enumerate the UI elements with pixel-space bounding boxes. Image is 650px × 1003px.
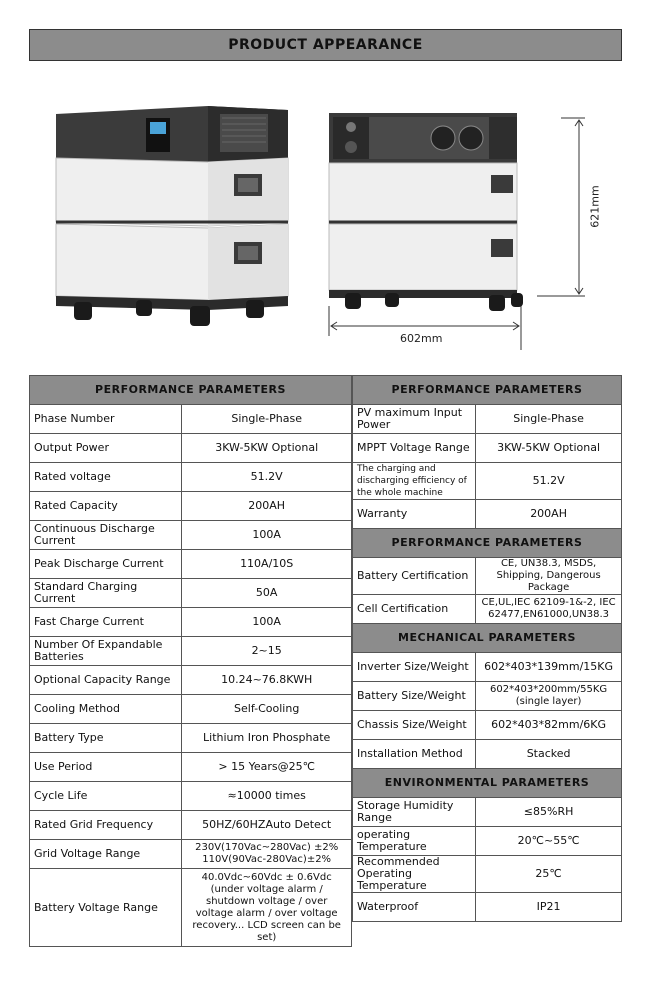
row-label: Battery Size/Weight bbox=[353, 682, 476, 711]
row-label: Battery Certification bbox=[353, 558, 476, 595]
row-label: Inverter Size/Weight bbox=[353, 653, 476, 682]
row-value: Single-Phase bbox=[182, 405, 352, 434]
row-value: 100A bbox=[182, 608, 352, 637]
table-row bbox=[353, 405, 622, 434]
table-row bbox=[353, 682, 622, 711]
product-front-image bbox=[50, 100, 300, 332]
row-value: ≤85%RH bbox=[476, 798, 622, 827]
row-label: Cycle Life bbox=[30, 782, 182, 811]
row-label: Installation Method bbox=[353, 740, 476, 769]
table-header: ENVIRONMENTAL PARAMETERS bbox=[353, 769, 622, 798]
row-label: Number Of Expandable Batteries bbox=[30, 637, 182, 666]
table-row bbox=[30, 782, 352, 811]
row-value: > 15 Years@25℃ bbox=[182, 753, 352, 782]
table-row bbox=[353, 500, 622, 529]
row-label: Warranty bbox=[353, 500, 476, 529]
row-value: 3KW-5KW Optional bbox=[182, 434, 352, 463]
row-value: 602*403*82mm/6KG bbox=[476, 711, 622, 740]
row-value: 110A/10S bbox=[182, 550, 352, 579]
row-label: Rated Capacity bbox=[30, 492, 182, 521]
row-label: Cooling Method bbox=[30, 695, 182, 724]
row-label: Standard Charging Current bbox=[30, 579, 182, 608]
row-label: Peak Discharge Current bbox=[30, 550, 182, 579]
row-label: Chassis Size/Weight bbox=[353, 711, 476, 740]
row-label: Cell Certification bbox=[353, 595, 476, 624]
table-header: PERFORMANCE PARAMETERS bbox=[353, 376, 622, 405]
row-value: 40.0Vdc~60Vdc ± 0.6Vdc (under voltage alarm / shutdown voltage / over voltage alarm / over voltage recovery... LCD screen can be set) bbox=[182, 869, 352, 947]
table-row bbox=[30, 695, 352, 724]
row-label: Continuous Discharge Current bbox=[30, 521, 182, 550]
table-row bbox=[30, 637, 352, 666]
row-label: Use Period bbox=[30, 753, 182, 782]
table-header: PERFORMANCE PARAMETERS bbox=[30, 376, 352, 405]
table-row bbox=[30, 840, 352, 869]
row-label: MPPT Voltage Range bbox=[353, 434, 476, 463]
table-row bbox=[30, 521, 352, 550]
row-label: operating Temperature bbox=[353, 827, 476, 856]
row-value: 20℃~55℃ bbox=[476, 827, 622, 856]
table-row bbox=[353, 434, 622, 463]
row-label: Phase Number bbox=[30, 405, 182, 434]
row-value: Stacked bbox=[476, 740, 622, 769]
row-value: Lithium Iron Phosphate bbox=[182, 724, 352, 753]
width-dimension-label: 602mm bbox=[400, 332, 443, 345]
row-label: Rated voltage bbox=[30, 463, 182, 492]
row-value: 10.24~76.8KWH bbox=[182, 666, 352, 695]
table-row bbox=[30, 579, 352, 608]
row-label: Output Power bbox=[30, 434, 182, 463]
row-label: Battery Type bbox=[30, 724, 182, 753]
table-row bbox=[30, 753, 352, 782]
row-value: 200AH bbox=[182, 492, 352, 521]
dimension-lines bbox=[325, 110, 585, 350]
row-value: 50HZ/60HZAuto Detect bbox=[182, 811, 352, 840]
row-label: Rated Grid Frequency bbox=[30, 811, 182, 840]
banner-title: PRODUCT APPEARANCE bbox=[228, 37, 423, 53]
row-label: Battery Voltage Range bbox=[30, 869, 182, 947]
row-value: CE, UN38.3, MSDS, Shipping, Dangerous Package bbox=[476, 558, 622, 595]
row-value: Single-Phase bbox=[476, 405, 622, 434]
row-label: Optional Capacity Range bbox=[30, 666, 182, 695]
row-value: 100A bbox=[182, 521, 352, 550]
row-value: 51.2V bbox=[476, 463, 622, 500]
table-row bbox=[353, 740, 622, 769]
performance-table-right bbox=[352, 375, 622, 922]
table-row bbox=[353, 711, 622, 740]
table-row bbox=[353, 463, 622, 500]
table-row bbox=[353, 595, 622, 624]
table-row bbox=[30, 434, 352, 463]
table-row bbox=[30, 869, 352, 947]
table-row bbox=[353, 893, 622, 922]
section-banner bbox=[29, 29, 622, 61]
table-row bbox=[30, 492, 352, 521]
row-value: 51.2V bbox=[182, 463, 352, 492]
row-value: 25℃ bbox=[476, 856, 622, 893]
table-row bbox=[353, 827, 622, 856]
row-value: 50A bbox=[182, 579, 352, 608]
row-value: 2~15 bbox=[182, 637, 352, 666]
row-label: Fast Charge Current bbox=[30, 608, 182, 637]
row-label: PV maximum Input Power bbox=[353, 405, 476, 434]
row-value: ≈10000 times bbox=[182, 782, 352, 811]
row-label: The charging and discharging efficiency of the whole machine bbox=[353, 463, 476, 500]
row-value: Self-Cooling bbox=[182, 695, 352, 724]
table-row bbox=[353, 653, 622, 682]
row-label: Waterproof bbox=[353, 893, 476, 922]
table-row bbox=[30, 405, 352, 434]
row-value: 602*403*200mm/55KG (single layer) bbox=[476, 682, 622, 711]
performance-table-left bbox=[29, 375, 352, 947]
table-row bbox=[30, 666, 352, 695]
table-row bbox=[30, 463, 352, 492]
row-value: 200AH bbox=[476, 500, 622, 529]
row-label: Recommended Operating Temperature bbox=[353, 856, 476, 893]
table-row bbox=[30, 724, 352, 753]
row-value: IP21 bbox=[476, 893, 622, 922]
row-value: 230V(170Vac~280Vac) ±2% 110V(90Vac-280Vac)±2% bbox=[182, 840, 352, 869]
row-label: Storage Humidity Range bbox=[353, 798, 476, 827]
table-header: MECHANICAL PARAMETERS bbox=[353, 624, 622, 653]
table-row bbox=[353, 798, 622, 827]
table-row bbox=[30, 608, 352, 637]
table-row bbox=[353, 856, 622, 893]
table-row bbox=[353, 558, 622, 595]
table-header: PERFORMANCE PARAMETERS bbox=[353, 529, 622, 558]
row-label: Grid Voltage Range bbox=[30, 840, 182, 869]
table-row bbox=[30, 550, 352, 579]
row-value: CE,UL,IEC 62109-1&-2, IEC 62477,EN61000,UN38.3 bbox=[476, 595, 622, 624]
row-value: 3KW-5KW Optional bbox=[476, 434, 622, 463]
row-value: 602*403*139mm/15KG bbox=[476, 653, 622, 682]
table-row bbox=[30, 811, 352, 840]
height-dimension-label: 621mm bbox=[588, 185, 602, 228]
